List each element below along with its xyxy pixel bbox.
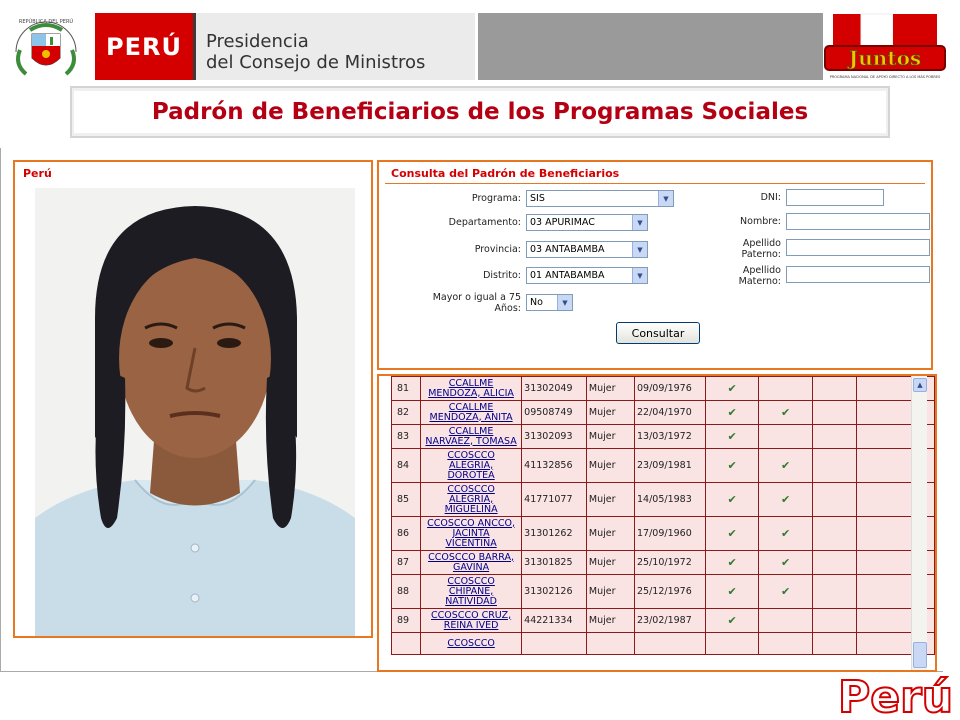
apellido-paterno-label-line-1: Apellido (742, 238, 781, 249)
program-1-check-icon: ✔ (705, 609, 759, 633)
program-2-check-icon: ✔ (759, 575, 813, 609)
divider (385, 183, 925, 184)
name-line: REINA IVED (443, 619, 499, 631)
name-line: NARVAEZ, TOMASA (425, 435, 517, 447)
sexo-cell (586, 633, 634, 655)
empty-cell (812, 517, 856, 551)
scroll-thumb[interactable] (913, 642, 927, 668)
program-1-check-icon: ✔ (705, 425, 759, 449)
page-title-box (70, 86, 890, 138)
provincia-label: Provincia: (474, 244, 521, 255)
results-table (391, 376, 935, 655)
dni-cell: 41132856 (522, 449, 587, 483)
empty-cell (856, 377, 912, 401)
results-scrollbar[interactable] (911, 376, 927, 672)
table-row (392, 517, 935, 551)
empty-cell (812, 633, 856, 655)
birthdate-cell: 09/09/1976 (635, 377, 706, 401)
search-form-panel (377, 160, 933, 370)
chevron-down-icon[interactable]: ▼ (632, 242, 647, 257)
mayor-75-label (399, 292, 521, 314)
sexo-cell: Mujer (586, 551, 634, 575)
table-row (392, 401, 935, 425)
table-row (392, 575, 935, 609)
photo-panel (13, 160, 373, 638)
program-1-check-icon: ✔ (705, 401, 759, 425)
search-form-title: Consulta del Padrón de Beneficiarios (391, 167, 620, 180)
dni-cell: 31301262 (522, 517, 587, 551)
table-row (392, 377, 935, 401)
program-2-check-icon: ✔ (759, 449, 813, 483)
name-line: CCOSCCO (447, 483, 495, 495)
empty-cell (856, 551, 912, 575)
chevron-down-icon[interactable]: ▼ (658, 191, 673, 206)
juntos-label: Juntos (848, 46, 922, 70)
dni-cell: 09508749 (522, 401, 587, 425)
beneficiary-name-link[interactable] (421, 401, 522, 425)
table-row (392, 483, 935, 517)
dni-cell: 31301825 (522, 551, 587, 575)
sexo-cell: Mujer (586, 517, 634, 551)
program-2-check-icon: ✔ (759, 483, 813, 517)
apellido-materno-input[interactable] (786, 266, 930, 283)
name-line: MENDOZA, ALICIA (428, 387, 514, 399)
nombre-label: Nombre: (740, 216, 781, 227)
name-line: CCOSCCO (447, 575, 495, 587)
name-line: CCOSCCO BARRA, (428, 551, 515, 563)
beneficiary-name-link[interactable] (421, 425, 522, 449)
programa-select[interactable] (526, 190, 674, 207)
dni-label: DNI: (760, 192, 781, 203)
beneficiary-name-link[interactable] (421, 633, 522, 655)
distrito-value: 01 ANTABAMBA (530, 270, 605, 281)
apellido-paterno-label (699, 238, 781, 260)
name-line: JACINTA (452, 527, 490, 539)
name-line: GAVINA (452, 561, 490, 573)
chevron-down-icon[interactable]: ▼ (632, 268, 647, 283)
program-1-check-icon: ✔ (705, 575, 759, 609)
mayor-75-select[interactable] (526, 294, 573, 311)
name-line: CHIPANE, (448, 585, 494, 597)
name-line: VICENTINA (445, 537, 497, 549)
empty-cell (856, 449, 912, 483)
name-line: CCALLME (448, 425, 494, 437)
sexo-cell: Mujer (586, 483, 634, 517)
scroll-up-arrow-icon[interactable]: ▲ (913, 378, 927, 392)
header-grey-bar (478, 13, 823, 80)
program-1-check-icon: ✔ (705, 377, 759, 401)
birthdate-cell: 13/03/1972 (635, 425, 706, 449)
sexo-cell: Mujer (586, 401, 634, 425)
sexo-cell: Mujer (586, 575, 634, 609)
juntos-logo (823, 12, 947, 82)
departamento-label: Departamento: (448, 217, 521, 228)
table-row (392, 609, 935, 633)
beneficiary-photo (35, 188, 355, 636)
mayor-75-value: No (530, 297, 543, 308)
peru-coat-of-arms-logo (8, 12, 84, 84)
chevron-down-icon[interactable]: ▼ (557, 295, 572, 310)
program-2-check-icon: ✔ (759, 517, 813, 551)
page-title: Padrón de Beneficiarios de los Programas Sociales (151, 99, 809, 125)
mayor-75-label-line-2: Años: (494, 303, 521, 314)
distrito-label: Distrito: (483, 270, 521, 281)
beneficiary-name-link[interactable] (421, 517, 522, 551)
empty-cell (856, 575, 912, 609)
app-screenshot (0, 148, 943, 672)
empty-cell (812, 609, 856, 633)
pcm-line-2: del Consejo de Ministros (206, 52, 426, 73)
consultar-button[interactable]: Consultar (616, 322, 700, 344)
name-line: MENDOZA, ANITA (429, 411, 513, 423)
apellido-paterno-input[interactable] (786, 239, 930, 256)
name-line: MIGUELINA (444, 503, 498, 515)
program-1-check-icon: ✔ (705, 551, 759, 575)
name-line: ALEGRIA, (449, 493, 494, 505)
name-line: ALEGRIA, (449, 459, 494, 471)
distrito-select[interactable] (526, 267, 648, 284)
peru-watermark-logo (838, 676, 956, 720)
empty-cell (856, 517, 912, 551)
empty-cell (812, 483, 856, 517)
dni-cell: 41771077 (522, 483, 587, 517)
empty-cell (856, 401, 912, 425)
row-number: 86 (392, 517, 421, 551)
sexo-cell: Mujer (586, 425, 634, 449)
results-panel (377, 374, 937, 672)
program-1-check-icon: ✔ (705, 483, 759, 517)
beneficiary-name-link[interactable] (421, 449, 522, 483)
pcm-line-1: Presidencia (206, 31, 309, 52)
program-2-check-icon (759, 377, 813, 401)
peru-watermark-text: Perú (838, 676, 954, 720)
sexo-cell: Mujer (586, 609, 634, 633)
apellido-materno-label-line-1: Apellido (742, 265, 781, 276)
empty-cell (812, 449, 856, 483)
nombre-input[interactable] (786, 213, 930, 230)
birthdate-cell: 23/09/1981 (635, 449, 706, 483)
empty-cell (812, 425, 856, 449)
program-2-check-icon (759, 633, 813, 655)
row-number: 85 (392, 483, 421, 517)
apellido-materno-label (699, 265, 781, 287)
peru-brand-label: PERÚ (106, 32, 182, 61)
empty-cell (856, 609, 912, 633)
departamento-value: 03 APURIMAC (530, 217, 595, 228)
dni-cell: 31302093 (522, 425, 587, 449)
row-number: 88 (392, 575, 421, 609)
beneficiary-name-link[interactable] (421, 609, 522, 633)
provincia-select[interactable] (526, 241, 648, 258)
program-2-check-icon: ✔ (759, 401, 813, 425)
program-2-check-icon: ✔ (759, 551, 813, 575)
row-number (392, 633, 421, 655)
row-number: 87 (392, 551, 421, 575)
row-number: 89 (392, 609, 421, 633)
table-row (392, 449, 935, 483)
name-line: CCALLME (448, 401, 494, 413)
program-2-check-icon (759, 425, 813, 449)
sexo-cell: Mujer (586, 449, 634, 483)
birthdate-cell: 25/10/1972 (635, 551, 706, 575)
row-number: 83 (392, 425, 421, 449)
pcm-name-block (196, 13, 475, 80)
table-row (392, 425, 935, 449)
name-line: NATIVIDAD (445, 595, 497, 607)
crest-text: REPÚBLICA DEL PERÚ (18, 19, 74, 25)
juntos-caption: PROGRAMA NACIONAL DE APOYO DIRECTO A LOS MÁS POBRES (829, 75, 941, 79)
empty-cell (856, 633, 912, 655)
birthdate-cell: 22/04/1970 (635, 401, 706, 425)
program-1-check-icon: ✔ (705, 449, 759, 483)
table-row (392, 551, 935, 575)
name-line: CCOSCCO (447, 637, 495, 649)
birthdate-cell: 23/02/1987 (635, 609, 706, 633)
birthdate-cell: 17/09/1960 (635, 517, 706, 551)
birthdate-cell: 14/05/1983 (635, 483, 706, 517)
beneficiary-name-link[interactable] (421, 377, 522, 401)
table-row (392, 633, 935, 655)
name-line: DOROTEA (447, 469, 495, 481)
peru-brand-block (95, 13, 193, 80)
programa-value: SIS (530, 193, 545, 204)
program-1-check-icon: ✔ (705, 517, 759, 551)
program-2-check-icon (759, 609, 813, 633)
empty-cell (856, 425, 912, 449)
empty-cell (812, 401, 856, 425)
name-line: CCALLME (448, 377, 494, 389)
photo-panel-title: Perú (23, 167, 52, 180)
sexo-cell: Mujer (586, 377, 634, 401)
birthdate-cell (635, 633, 706, 655)
empty-cell (812, 377, 856, 401)
apellido-materno-label-line-2: Materno: (738, 276, 781, 287)
programa-label: Programa: (471, 193, 521, 204)
empty-cell (856, 483, 912, 517)
beneficiary-name-link[interactable] (421, 551, 522, 575)
gov-banner (95, 13, 475, 80)
empty-cell (812, 575, 856, 609)
empty-cell (812, 551, 856, 575)
name-line: CCOSCCO ANCCO, (427, 517, 516, 529)
dni-cell (522, 633, 587, 655)
dni-cell: 44221334 (522, 609, 587, 633)
dni-cell: 31302126 (522, 575, 587, 609)
program-1-check-icon (705, 633, 759, 655)
beneficiary-name-link[interactable] (421, 483, 522, 517)
birthdate-cell: 25/12/1976 (635, 575, 706, 609)
name-line: CCOSCCO (447, 449, 495, 461)
departamento-select[interactable] (526, 214, 648, 231)
mayor-75-label-line-1: Mayor o igual a 75 (432, 292, 521, 303)
beneficiary-name-link[interactable] (421, 575, 522, 609)
apellido-paterno-label-line-2: Paterno: (741, 249, 781, 260)
provincia-value: 03 ANTABAMBA (530, 244, 605, 255)
dni-input[interactable] (786, 189, 884, 206)
name-line: CCOSCCO CRUZ, (431, 609, 512, 621)
row-number: 82 (392, 401, 421, 425)
row-number: 81 (392, 377, 421, 401)
chevron-down-icon[interactable]: ▼ (632, 215, 647, 230)
page-title-inner (74, 91, 886, 133)
row-number: 84 (392, 449, 421, 483)
dni-cell: 31302049 (522, 377, 587, 401)
